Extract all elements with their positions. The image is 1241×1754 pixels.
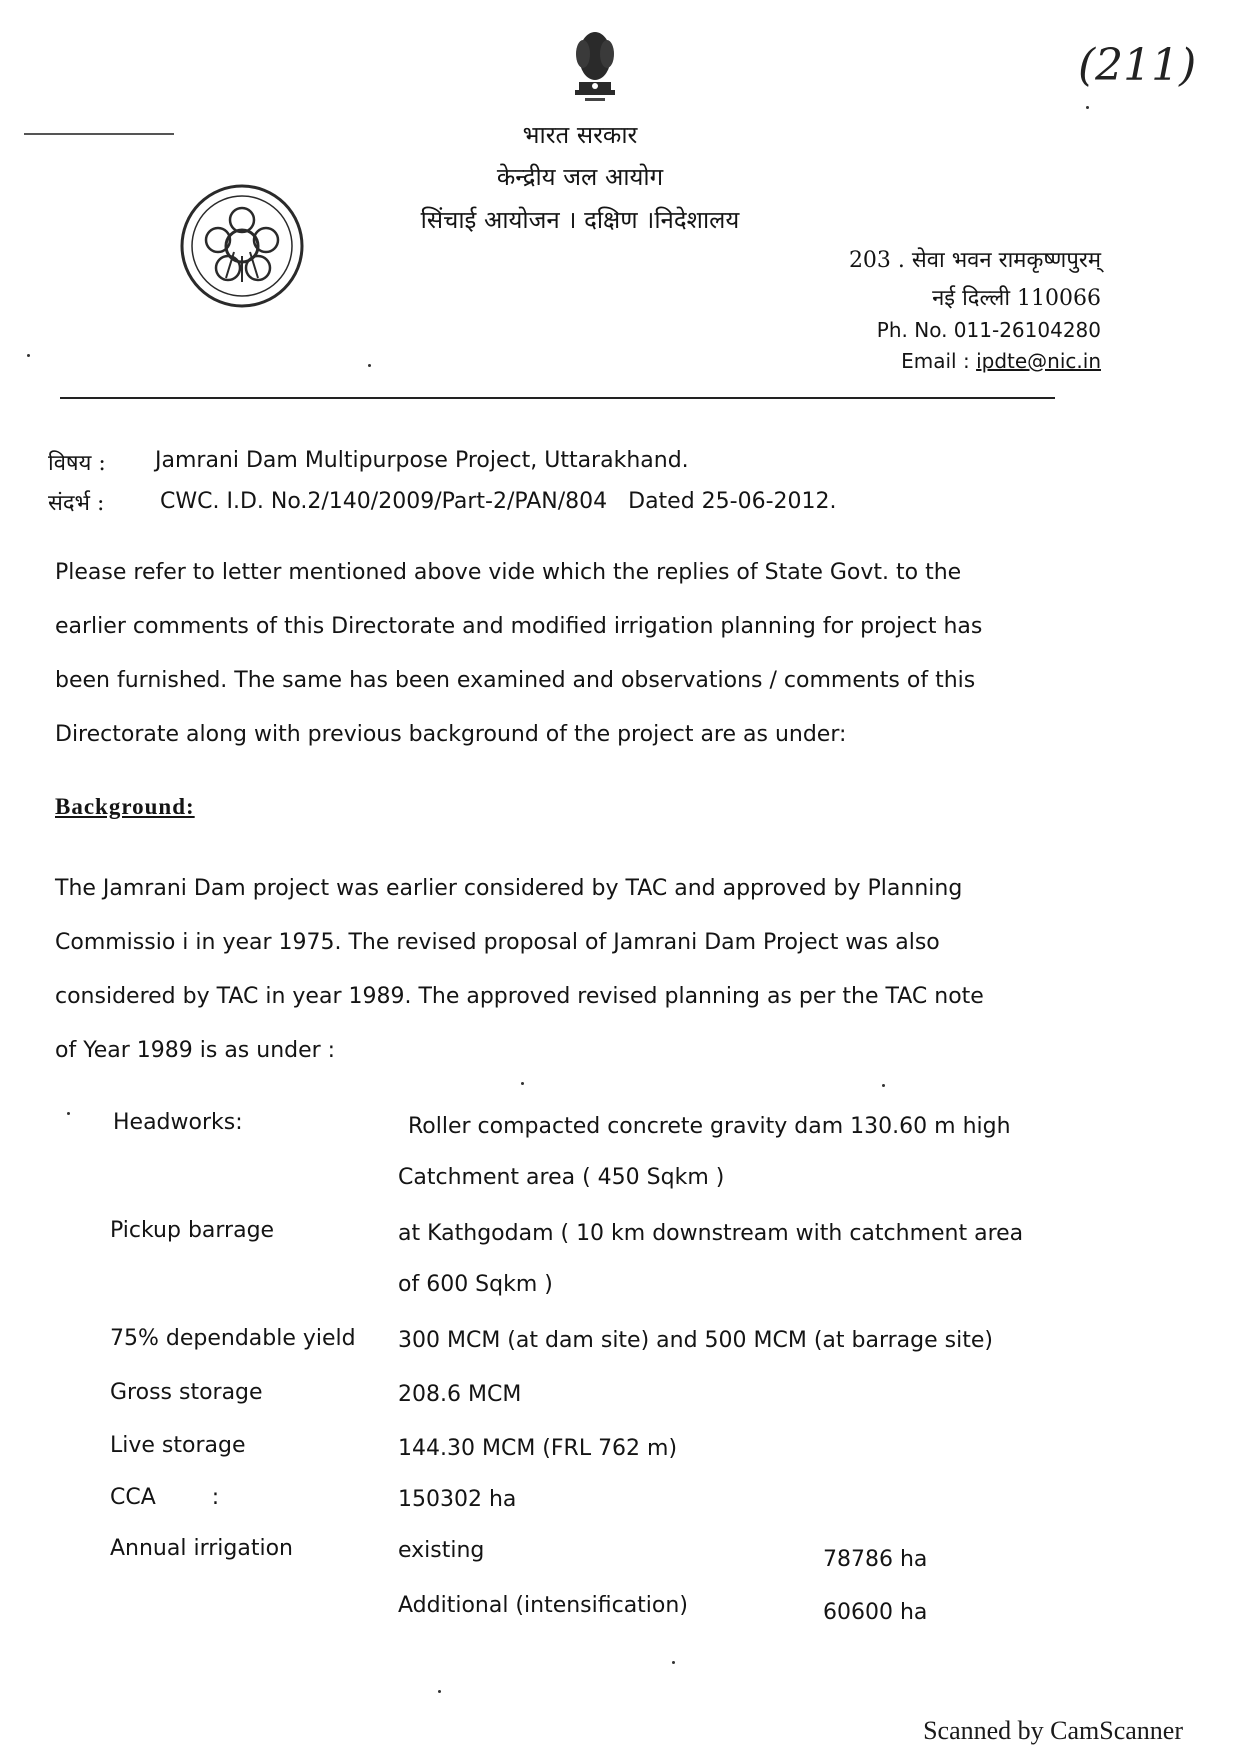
background-paragraph xyxy=(55,862,1102,1078)
reference-text: CWC. I.D. No.2/140/2009/Part-2/PAN/804 Dated 25-06-2012. xyxy=(160,489,837,514)
scan-speck xyxy=(368,364,371,367)
additional-value: 60600 ha xyxy=(823,1600,928,1625)
scanner-watermark: Scanned by CamScanner xyxy=(923,1716,1183,1745)
pickup-catchment-value: of 600 Sqkm ) xyxy=(398,1272,553,1297)
scan-speck xyxy=(438,1690,441,1693)
yield-value: 300 MCM (at dam site) and 500 MCM (at barrage site) xyxy=(398,1328,993,1353)
org-line-directorate: सिंचाई आयोजन । दक्षिण ।निदेशालय xyxy=(420,206,740,234)
live-storage-value: 144.30 MCM (FRL 762 m) xyxy=(398,1436,678,1461)
email-link[interactable]: ipdte@nic.in xyxy=(976,349,1101,373)
reference-label: संदर्भ : xyxy=(48,491,105,516)
address-line-1: 203 . सेवा भवन रामकृष्णपुरम् xyxy=(848,248,1101,273)
background-line: considered by TAC in year 1989. The approved revised planning as per the TAC note xyxy=(55,984,984,1009)
scan-speck xyxy=(521,1082,524,1085)
yield-label: 75% dependable yield xyxy=(110,1326,356,1351)
intro-paragraph xyxy=(55,546,1102,762)
email-label: Email : xyxy=(901,349,977,373)
scan-speck xyxy=(882,1084,885,1087)
catchment-value: Catchment area ( 450 Sqkm ) xyxy=(398,1165,725,1190)
pickup-barrage-value: at Kathgodam ( 10 km downstream with catchment area xyxy=(398,1221,1024,1246)
existing-value: 78786 ha xyxy=(823,1547,928,1572)
headworks-value: Roller compacted concrete gravity dam 130.60 m high xyxy=(408,1114,1011,1139)
intro-line: Directorate along with previous background of the project are as under: xyxy=(55,722,847,747)
org-line-government: भारत सरकार xyxy=(522,121,638,149)
annual-irrigation-label: Annual irrigation xyxy=(110,1536,293,1561)
subject-text: Jamrani Dam Multipurpose Project, Uttarakhand. xyxy=(155,448,689,473)
handwritten-page-mark: (211) xyxy=(1078,40,1197,91)
header-divider xyxy=(60,397,1055,399)
subject-label: विषय : xyxy=(48,451,106,476)
gross-storage-value: 208.6 MCM xyxy=(398,1382,522,1407)
cwc-seal-icon xyxy=(178,182,306,310)
background-line: The Jamrani Dam project was earlier considered by TAC and approved by Planning xyxy=(55,876,963,901)
scan-speck xyxy=(1086,106,1089,109)
cca-label: CCA : xyxy=(110,1485,220,1510)
existing-label: existing xyxy=(398,1538,485,1563)
background-line: Commissio i in year 1975. The revised proposal of Jamrani Dam Project was also xyxy=(55,930,940,955)
pickup-barrage-label: Pickup barrage xyxy=(110,1218,275,1243)
email-line xyxy=(901,349,1101,373)
live-storage-label: Live storage xyxy=(110,1433,246,1458)
gross-storage-label: Gross storage xyxy=(110,1380,263,1405)
org-line-commission: केन्द्रीय जल आयोग xyxy=(496,163,664,191)
cca-value: 150302 ha xyxy=(398,1487,517,1512)
header-rule-short xyxy=(24,133,174,135)
phone-number: Ph. No. 011-26104280 xyxy=(876,318,1101,342)
background-heading: Background: xyxy=(55,794,195,819)
national-emblem-icon xyxy=(565,24,625,106)
intro-line: Please refer to letter mentioned above vide which the replies of State Govt. to the xyxy=(55,560,962,585)
background-line: of Year 1989 is as under : xyxy=(55,1038,336,1063)
scan-speck xyxy=(27,354,30,357)
headworks-label: Headworks: xyxy=(113,1110,243,1135)
intro-line: earlier comments of this Directorate and modified irrigation planning for project has xyxy=(55,614,983,639)
additional-label: Additional (intensification) xyxy=(398,1593,688,1618)
intro-line: been furnished. The same has been examined and observations / comments of this xyxy=(55,668,976,693)
scan-speck xyxy=(672,1661,675,1664)
address-line-2: नई दिल्ली 110066 xyxy=(932,286,1101,311)
scan-speck xyxy=(67,1112,70,1115)
